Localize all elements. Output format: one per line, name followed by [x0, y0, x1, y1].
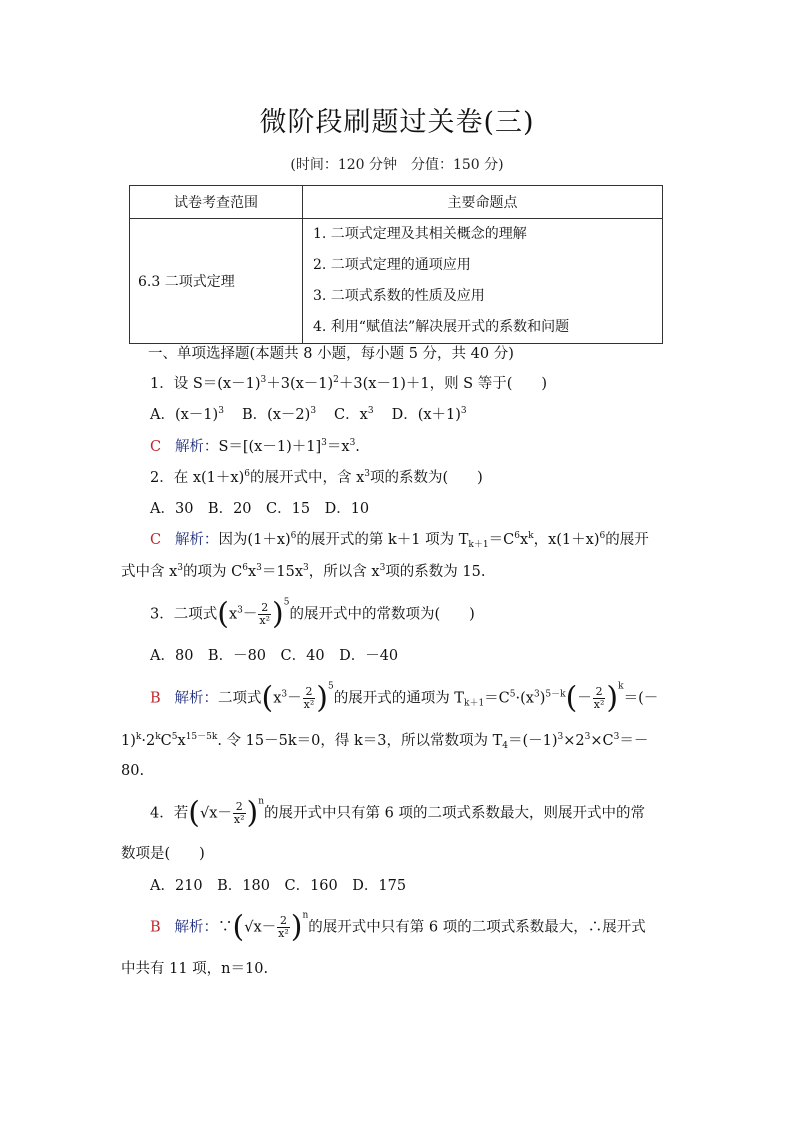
- q3-exp: 5: [509, 689, 516, 700]
- q4-answer: B: [150, 919, 161, 936]
- fraction-denominator: x²: [233, 813, 245, 826]
- q4-outer-exp: n: [302, 910, 309, 921]
- right-paren: ): [606, 680, 619, 716]
- q1-option-d: D．(x＋1): [391, 407, 461, 423]
- because-symbol: ∵: [217, 919, 233, 936]
- scope-point: 1. 二项式定理及其相关概念的理解: [313, 226, 527, 242]
- scope-points-cell: [303, 219, 663, 344]
- q1-stem-text: 1．设 S＝(x－1): [150, 376, 261, 392]
- solution-label: 解析：: [174, 919, 218, 936]
- q3-exp: k: [155, 732, 161, 742]
- fraction-denominator: x²: [303, 698, 315, 711]
- q2-sol-text: ，所以含 x: [308, 564, 380, 580]
- q3-solution-cont: [121, 731, 648, 751]
- scope-header-range: 试卷考查范围: [130, 186, 303, 219]
- q4-sol-text: 的展开式中只有第 6 项的二项式系数最大，∴展开式: [308, 919, 646, 936]
- fraction-numerator: 2: [233, 801, 246, 814]
- fraction-denominator: x²: [593, 698, 605, 711]
- q4-options: A．210 B．180 C．160 D．175: [150, 878, 407, 894]
- q3-var: x: [273, 690, 282, 707]
- q2-sol-text: 因为(1＋x): [218, 532, 291, 548]
- q2-exp: 6: [290, 531, 297, 541]
- q3-stem-text: 的展开式中的常数项为( ): [289, 606, 475, 623]
- q2-exp: 6: [514, 531, 520, 541]
- section-heading: 一、单项选择题(本题共 8 小题，每小题 5 分，共 40 分): [148, 346, 514, 362]
- q4-stem-text: 4．若: [150, 805, 189, 822]
- q1-option-c: C．x: [334, 407, 368, 423]
- q4-solution-cont: 中共有 11 项，n＝10.: [121, 961, 269, 977]
- q2-sol-text: 式中含 x: [121, 564, 178, 580]
- q2-solution-cont: [121, 562, 485, 582]
- q3-sol-text: ＝(－: [623, 690, 659, 707]
- q1-exp: 3: [310, 406, 317, 416]
- q2-exp: 3: [303, 563, 309, 573]
- q3-sol-text: 的展开式的通项为 T: [333, 690, 464, 707]
- q2-exp: 6: [242, 563, 248, 573]
- q3-answer: B: [150, 690, 161, 707]
- q1-exp: 3: [349, 438, 356, 448]
- fraction-numerator: 2: [277, 915, 290, 928]
- q2-sol-text: ＝15x: [261, 564, 304, 580]
- q1-options: [150, 405, 467, 425]
- q3-sol-text: ＝(－1): [508, 733, 558, 749]
- q4-minus: －: [261, 919, 277, 936]
- q1-sol-text: ＝x: [326, 439, 350, 455]
- q2-stem: [150, 468, 483, 488]
- q2-stem-text: 2．在 x(1＋x): [150, 470, 245, 486]
- q2-sol-text: x: [247, 564, 257, 580]
- scope-point: 3. 二项式系数的性质及应用: [313, 288, 485, 304]
- q2-exp: 3: [379, 563, 386, 573]
- q3-outer-exp: 5: [327, 681, 334, 692]
- q3-sol-text: 二项式: [217, 690, 262, 707]
- q3-exp: k: [135, 732, 142, 742]
- q1-answer: C: [150, 439, 162, 455]
- q3-var: x: [228, 606, 238, 623]
- q3-sol-text: ·2: [141, 733, 156, 749]
- q2-exp: 3: [256, 563, 262, 573]
- q2-exp: 6: [244, 469, 250, 479]
- q2-sub: k＋1: [468, 540, 489, 550]
- q1-sol-text: .: [355, 439, 360, 455]
- q2-exp: 3: [177, 563, 184, 573]
- q2-solution: [150, 530, 649, 550]
- q3-sol-text: ＝－: [619, 733, 649, 749]
- q3-exp: 5－k: [545, 689, 566, 700]
- q3-sub: 4: [502, 741, 508, 751]
- q1-solution: [150, 437, 360, 457]
- q3-fraction: [258, 602, 271, 627]
- scope-point: 4. 利用“赋值法”解决展开式的系数和问题: [313, 319, 570, 335]
- page-title: 微阶段刷题过关卷(三): [259, 107, 535, 138]
- q3-solution-end: 80.: [121, 763, 145, 779]
- q2-exp: 6: [599, 531, 606, 541]
- q2-stem-text: 的展开式中，含 x: [249, 470, 365, 486]
- left-paren: (: [188, 795, 200, 831]
- q3-stem-text: 3．二项式: [150, 606, 218, 623]
- sqrt-x: √x: [244, 919, 262, 936]
- scope-table-header-row: [130, 186, 663, 219]
- fraction-denominator: x²: [259, 614, 270, 627]
- q1-exp: 2: [333, 375, 339, 385]
- right-paren: ): [316, 680, 328, 716]
- left-paren: (: [217, 596, 229, 632]
- scope-table-row: [130, 219, 663, 344]
- solution-label: 解析：: [174, 690, 218, 707]
- q3-sol-text: ×2: [563, 733, 585, 749]
- solution-label: 解析：: [174, 532, 219, 548]
- q3-exp: 3: [237, 605, 243, 616]
- q1-sol-text: S＝[(x－1)＋1]: [218, 439, 322, 455]
- q2-sol-text: x: [519, 532, 529, 548]
- q4-solution: [150, 909, 646, 945]
- right-paren: ): [290, 909, 303, 945]
- q3-sol-text: . 令 15－5k＝0，得 k＝3，所以常数项为 T: [217, 733, 503, 749]
- fraction-numerator: 2: [303, 686, 316, 699]
- q2-sol-text: 的展开: [605, 532, 649, 548]
- left-paren: (: [232, 909, 245, 945]
- q2-sol-text: 项的系数为 15.: [385, 564, 486, 580]
- q3-sol-text: ): [539, 690, 546, 707]
- fraction-numerator: 2: [258, 602, 271, 615]
- q1-exp: 3: [460, 406, 467, 416]
- q1-stem: [150, 374, 547, 394]
- q3-sub: k＋1: [463, 698, 485, 709]
- q2-answer: C: [150, 532, 162, 548]
- q2-exp: k: [528, 531, 534, 541]
- solution-label: 解析：: [174, 439, 219, 455]
- q3-sol-text: ×C: [590, 733, 614, 749]
- q3-exp: 3: [557, 732, 564, 742]
- q3-sol-text: C: [160, 733, 172, 749]
- q4-stem: [150, 795, 645, 831]
- q3-minus: －: [242, 606, 258, 623]
- q3-fraction: [303, 686, 316, 711]
- q1-exp: 3: [367, 406, 374, 416]
- q1-stem-text: ＋3(x－1)＋1，则 S 等于( ): [338, 376, 548, 392]
- scope-header-points: 主要命题点: [303, 186, 663, 219]
- q1-exp: 3: [218, 406, 224, 416]
- right-paren: ): [246, 795, 259, 831]
- q2-exp: 3: [364, 469, 370, 479]
- q1-stem-text: ＋3(x－1): [266, 376, 334, 392]
- q4-stem-cont: 数项是( ): [121, 846, 205, 862]
- q3-sol-text: ＝C: [484, 690, 510, 707]
- q2-stem-text: 项的系数为( ): [370, 470, 483, 486]
- q3-exp: 15－5k: [185, 732, 218, 742]
- q3-exp: 5: [171, 732, 178, 742]
- q1-exp: 3: [260, 375, 267, 385]
- q4-outer-exp: n: [258, 796, 265, 807]
- q3-exp: 3: [533, 689, 540, 700]
- q2-sol-text: 的项为 C: [183, 564, 243, 580]
- sqrt-x: √x: [199, 805, 218, 822]
- right-paren: ): [272, 596, 284, 632]
- fraction-numerator: 2: [593, 686, 606, 699]
- q3-outer-exp: k: [618, 681, 624, 692]
- q3-minus: －: [287, 690, 302, 707]
- left-paren: (: [565, 680, 578, 716]
- q3-sol-text: ·(x: [515, 690, 534, 707]
- fraction-denominator: x²: [278, 927, 289, 940]
- q3-stem: [150, 596, 475, 632]
- q3-options: A．80 B．－80 C．40 D．－40: [150, 648, 399, 664]
- q3-exp: 3: [584, 732, 591, 742]
- q3-fraction: [593, 686, 606, 711]
- q4-minus: －: [217, 805, 232, 822]
- q3-exp: 3: [281, 689, 288, 700]
- q2-sol-text: ，x(1＋x): [533, 532, 600, 548]
- q2-options: A．30 B．20 C．15 D．10: [150, 501, 370, 517]
- q3-exp: 3: [613, 732, 620, 742]
- scope-table: [129, 185, 663, 344]
- q4-fraction: [277, 915, 290, 940]
- q2-sol-text: 的展开式的第 k＋1 项为 T: [296, 532, 469, 548]
- q3-solution: [150, 680, 659, 716]
- q4-stem-text: 的展开式中只有第 6 项的二项式系数最大，则展开式中的常: [264, 805, 645, 822]
- left-paren: (: [261, 680, 274, 716]
- time-score-info: (时间：120 分钟 分值：150 分): [290, 157, 504, 173]
- scope-point: 2. 二项式定理的通项应用: [313, 257, 471, 273]
- q3-minus: －: [577, 690, 592, 707]
- q1-option-b: B．(x－2): [241, 407, 311, 423]
- q4-fraction: [233, 801, 246, 826]
- q3-sol-text: 1): [121, 733, 136, 749]
- q1-option-a: A．(x－1): [150, 407, 219, 423]
- q3-outer-exp: 5: [283, 597, 290, 608]
- q3-sol-text: x: [177, 733, 186, 749]
- scope-range: 6.3 二项式定理: [130, 219, 303, 344]
- q1-exp: 3: [321, 438, 327, 448]
- q2-sol-text: ＝C: [488, 532, 515, 548]
